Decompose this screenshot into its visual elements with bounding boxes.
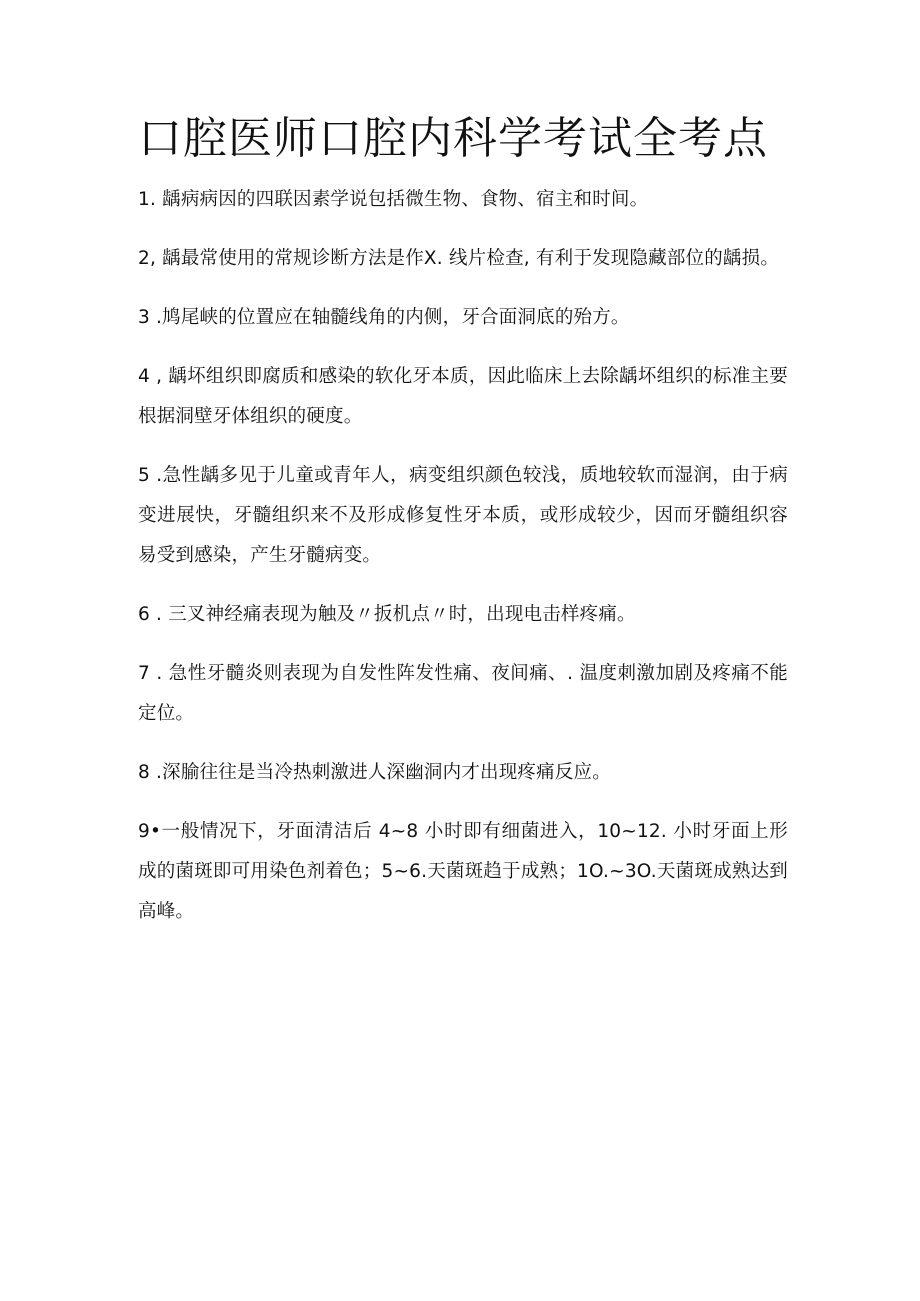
exam-point-7: 7 . 急性牙髓炎则表现为自发性阵发性痛、夜间痛、. 温度刺激加剧及疼痛不能定位。 bbox=[138, 663, 788, 724]
document-title: 口腔医师口腔内科学考试全考点 bbox=[138, 113, 768, 164]
exam-point-3: 3 .鸠尾峡的位置应在轴髓线角的内侧，牙合面洞底的殆方。 bbox=[138, 307, 630, 328]
exam-point-2: 2, 龋最常使用的常规诊断方法是作X. 线片检查, 有利于发现隐藏部位的龋损。 bbox=[138, 248, 780, 269]
exam-point-5: 5 .急性龋多见于儿童或青年人，病变组织颜色较浅，质地较软而湿润，由于病变进展快，牙髓组织来不及形成修复性牙本质，或形成较少，因而牙髓组织容易受到感染，产生牙髓病变。 bbox=[138, 465, 788, 566]
exam-point-1: 1. 龋病病因的四联因素学说包括微生物、食物、宿主和时间。 bbox=[138, 189, 649, 210]
exam-points-list bbox=[138, 180, 788, 951]
exam-point-4: 4 , 龋坏组织即腐质和感染的软化牙本质，因此临床上去除龋坏组织的标准主要根据洞壁牙体组织的硬度。 bbox=[138, 366, 788, 427]
exam-point-9: 9•一般情况下，牙面清洁后 4~8 小时即有细菌进入，10~12. 小时牙面上形成的菌斑即可用染色剂着色；5~6.天菌斑趋于成熟；1O.~3O.天菌斑成熟达到高峰。 bbox=[138, 821, 788, 922]
exam-point-8: 8 .深腧往往是当冷热刺激进人深幽洞内才出现疼痛反应。 bbox=[138, 762, 611, 783]
exam-point-6: 6 . 三叉神经痛表现为触及〃扳机点〃时，出现电击样疼痛。 bbox=[138, 604, 636, 625]
